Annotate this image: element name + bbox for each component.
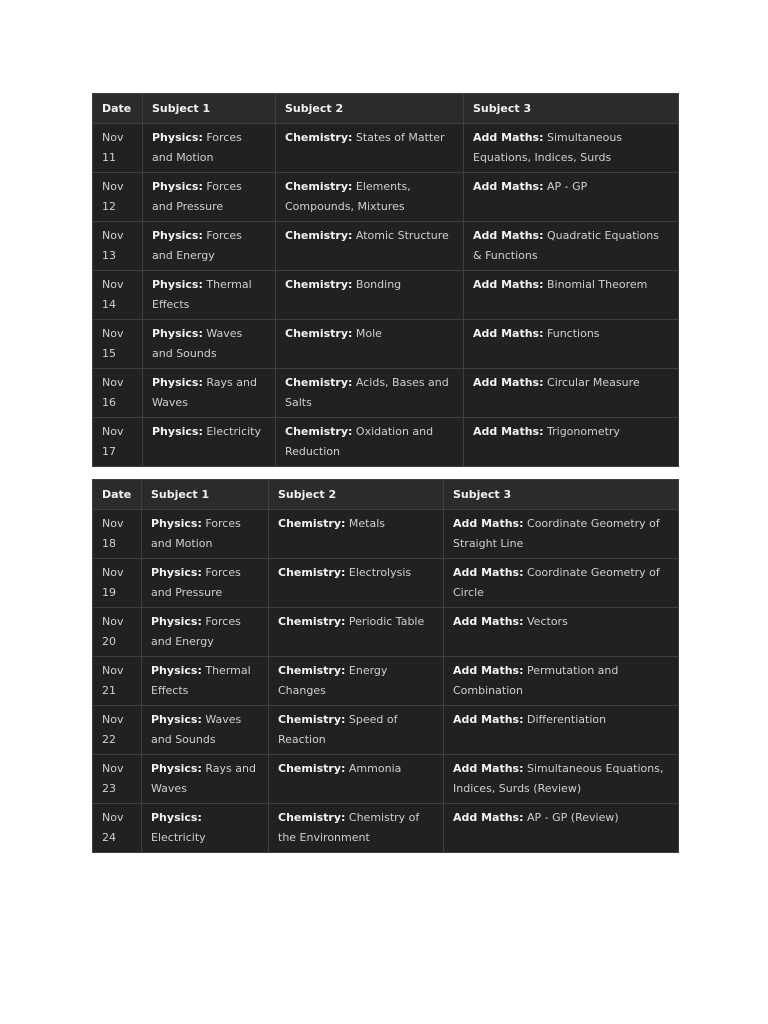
topic-text: States of Matter	[355, 131, 445, 144]
topic-text: Bonding	[355, 278, 402, 291]
date-cell: Nov 15	[93, 320, 143, 369]
subject-name: Chemistry	[285, 131, 348, 144]
subject-separator: :	[519, 615, 524, 628]
subject-name: Chemistry	[285, 425, 348, 438]
topic-text: AP - GP (Review)	[527, 811, 619, 824]
subject-3-cell	[444, 657, 679, 706]
topic-text: Permutation and Combination	[453, 664, 619, 697]
date-cell: Nov 17	[93, 418, 143, 467]
subject-2-cell	[276, 271, 464, 320]
subject-name: Physics	[151, 566, 198, 579]
table-row	[93, 124, 679, 173]
topic-text: Vectors	[527, 615, 568, 628]
topic-text: Electricity	[206, 425, 261, 438]
subject-separator: :	[539, 131, 544, 144]
subject-separator: :	[539, 327, 544, 340]
date-cell: Nov 24	[93, 804, 142, 853]
subject-3-cell	[464, 173, 679, 222]
topic-text: Rays and Waves	[152, 376, 257, 409]
subject-separator: :	[197, 762, 202, 775]
topic-text: Forces and Energy	[151, 615, 241, 648]
subject-3-cell	[444, 559, 679, 608]
subject-separator: :	[198, 229, 203, 242]
topic-text: Mole	[355, 327, 382, 340]
subject-1-cell	[143, 320, 276, 369]
subject-3-cell	[444, 804, 679, 853]
subject-separator: :	[539, 229, 544, 242]
subject-name: Add Maths	[453, 566, 520, 579]
subject-separator: :	[539, 278, 544, 291]
subject-separator: :	[519, 811, 524, 824]
topic-text: Chemistry of the Environment	[278, 811, 420, 844]
header-subject-3: Subject 3	[444, 480, 679, 510]
subject-name: Add Maths	[473, 425, 540, 438]
subject-3-cell	[464, 124, 679, 173]
subject-1-cell	[143, 369, 276, 418]
subject-1-cell	[142, 657, 269, 706]
subject-separator: :	[197, 811, 202, 824]
subject-separator: :	[198, 278, 203, 291]
topic-text: Ammonia	[348, 762, 402, 775]
subject-separator: :	[519, 762, 524, 775]
subject-separator: :	[348, 180, 353, 193]
topic-text: Coordinate Geometry of Circle	[453, 566, 660, 599]
date-cell: Nov 22	[93, 706, 142, 755]
date-cell: Nov 12	[93, 173, 143, 222]
subject-name: Chemistry	[278, 566, 341, 579]
date-cell: Nov 14	[93, 271, 143, 320]
topic-text: Elements, Compounds, Mixtures	[285, 180, 411, 213]
subject-1-cell	[142, 510, 269, 559]
subject-2-cell	[276, 222, 464, 271]
header-subject-1: Subject 1	[143, 94, 276, 124]
topic-text: Atomic Structure	[355, 229, 449, 242]
subject-name: Add Maths	[473, 376, 540, 389]
subject-name: Chemistry	[285, 278, 348, 291]
subject-2-cell	[276, 173, 464, 222]
subject-3-cell	[444, 755, 679, 804]
subject-2-cell	[269, 559, 444, 608]
header-subject-2: Subject 2	[276, 94, 464, 124]
topic-text: Metals	[348, 517, 386, 530]
subject-separator: :	[341, 566, 346, 579]
header-subject-2: Subject 2	[269, 480, 444, 510]
header-subject-1: Subject 1	[142, 480, 269, 510]
table-row	[93, 608, 679, 657]
topic-text: Circular Measure	[547, 376, 640, 389]
table-row	[93, 222, 679, 271]
subject-3-cell	[444, 706, 679, 755]
subject-3-cell	[444, 510, 679, 559]
table-row	[93, 173, 679, 222]
subject-name: Add Maths	[453, 615, 520, 628]
table-header-row	[93, 94, 679, 124]
subject-separator: :	[348, 376, 353, 389]
topic-text: Waves and Sounds	[151, 713, 242, 746]
table-row	[93, 657, 679, 706]
header-date: Date	[93, 94, 143, 124]
topic-text: Forces and Motion	[151, 517, 241, 550]
date-cell: Nov 21	[93, 657, 142, 706]
topic-text: Simultaneous Equations, Indices, Surds	[473, 131, 623, 164]
subject-1-cell	[143, 173, 276, 222]
subject-name: Add Maths	[473, 327, 540, 340]
header-date: Date	[93, 480, 142, 510]
subject-name: Chemistry	[285, 327, 348, 340]
topic-text: Thermal Effects	[151, 664, 251, 697]
subject-1-cell	[142, 608, 269, 657]
subject-separator: :	[198, 131, 203, 144]
subject-separator: :	[341, 713, 346, 726]
subject-2-cell	[276, 418, 464, 467]
topic-text: AP - GP	[547, 180, 588, 193]
subject-3-cell	[444, 608, 679, 657]
table-row	[93, 418, 679, 467]
subject-3-cell	[464, 320, 679, 369]
subject-1-cell	[143, 271, 276, 320]
subject-name: Physics	[152, 327, 199, 340]
topic-text: Energy Changes	[278, 664, 388, 697]
subject-name: Add Maths	[473, 278, 540, 291]
topic-text: Trigonometry	[547, 425, 620, 438]
subject-separator: :	[198, 425, 203, 438]
topic-text: Electricity	[151, 831, 206, 844]
table-row	[93, 510, 679, 559]
topic-text: Oxidation and Reduction	[285, 425, 434, 458]
subject-name: Physics	[151, 713, 198, 726]
subject-2-cell	[276, 124, 464, 173]
subject-separator: :	[348, 327, 353, 340]
subject-separator: :	[197, 566, 202, 579]
table-row	[93, 559, 679, 608]
topic-text: Forces and Motion	[152, 131, 242, 164]
subject-2-cell	[276, 320, 464, 369]
subject-name: Add Maths	[453, 517, 520, 530]
subject-separator: :	[341, 762, 346, 775]
topic-text: Rays and Waves	[151, 762, 256, 795]
topic-text: Acids, Bases and Salts	[285, 376, 449, 409]
topic-text: Binomial Theorem	[547, 278, 648, 291]
subject-separator: :	[348, 278, 353, 291]
subject-2-cell	[269, 608, 444, 657]
subject-name: Physics	[152, 180, 199, 193]
table-row	[93, 271, 679, 320]
subject-name: Add Maths	[473, 131, 540, 144]
subject-3-cell	[464, 222, 679, 271]
date-cell: Nov 16	[93, 369, 143, 418]
topic-text: Waves and Sounds	[152, 327, 243, 360]
subject-separator: :	[197, 713, 202, 726]
subject-name: Physics	[152, 229, 199, 242]
schedule-table-week-1	[92, 93, 679, 467]
subject-name: Chemistry	[278, 811, 341, 824]
subject-separator: :	[348, 425, 353, 438]
subject-separator: :	[197, 517, 202, 530]
subject-name: Add Maths	[473, 180, 540, 193]
subject-name: Physics	[151, 615, 198, 628]
topic-text: Simultaneous Equations, Indices, Surds (Review)	[453, 762, 664, 795]
subject-2-cell	[276, 369, 464, 418]
subject-1-cell	[142, 706, 269, 755]
topic-text: Periodic Table	[348, 615, 425, 628]
subject-separator: :	[341, 664, 346, 677]
subject-name: Add Maths	[453, 713, 520, 726]
subject-2-cell	[269, 706, 444, 755]
subject-separator: :	[341, 615, 346, 628]
subject-name: Chemistry	[285, 180, 348, 193]
table-row	[93, 804, 679, 853]
subject-1-cell	[142, 804, 269, 853]
subject-name: Add Maths	[453, 811, 520, 824]
subject-3-cell	[464, 369, 679, 418]
subject-name: Physics	[151, 517, 198, 530]
subject-name: Physics	[152, 131, 199, 144]
subject-name: Chemistry	[285, 376, 348, 389]
subject-name: Add Maths	[473, 229, 540, 242]
subject-name: Physics	[151, 762, 198, 775]
subject-1-cell	[142, 559, 269, 608]
subject-name: Chemistry	[278, 713, 341, 726]
subject-name: Add Maths	[453, 664, 520, 677]
subject-name: Chemistry	[278, 615, 341, 628]
subject-name: Physics	[152, 278, 199, 291]
subject-name: Chemistry	[285, 229, 348, 242]
topic-text: Thermal Effects	[152, 278, 252, 311]
subject-separator: :	[341, 517, 346, 530]
date-cell: Nov 23	[93, 755, 142, 804]
subject-2-cell	[269, 510, 444, 559]
subject-separator: :	[539, 425, 544, 438]
subject-separator: :	[198, 180, 203, 193]
subject-3-cell	[464, 418, 679, 467]
table-row	[93, 369, 679, 418]
subject-separator: :	[198, 327, 203, 340]
schedule-table-week-2	[92, 479, 679, 853]
subject-separator: :	[197, 664, 202, 677]
subject-name: Physics	[152, 376, 199, 389]
subject-3-cell	[464, 271, 679, 320]
subject-separator: :	[519, 517, 524, 530]
table-row	[93, 706, 679, 755]
date-cell: Nov 13	[93, 222, 143, 271]
subject-1-cell	[143, 418, 276, 467]
topic-text: Differentiation	[527, 713, 607, 726]
subject-2-cell	[269, 804, 444, 853]
topic-text: Coordinate Geometry of Straight Line	[453, 517, 660, 550]
topic-text: Forces and Pressure	[151, 566, 241, 599]
subject-separator: :	[348, 131, 353, 144]
date-cell: Nov 18	[93, 510, 142, 559]
subject-separator: :	[539, 376, 544, 389]
subject-separator: :	[519, 566, 524, 579]
topic-text: Forces and Pressure	[152, 180, 242, 213]
subject-1-cell	[143, 124, 276, 173]
subject-name: Chemistry	[278, 762, 341, 775]
subject-name: Physics	[152, 425, 199, 438]
topic-text: Electrolysis	[348, 566, 412, 579]
subject-separator: :	[197, 615, 202, 628]
header-subject-3: Subject 3	[464, 94, 679, 124]
table-row	[93, 320, 679, 369]
subject-separator: :	[348, 229, 353, 242]
topic-text: Forces and Energy	[152, 229, 242, 262]
topic-text: Functions	[547, 327, 600, 340]
subject-name: Chemistry	[278, 517, 341, 530]
subject-name: Physics	[151, 664, 198, 677]
subject-separator: :	[341, 811, 346, 824]
subject-2-cell	[269, 657, 444, 706]
subject-name: Chemistry	[278, 664, 341, 677]
date-cell: Nov 11	[93, 124, 143, 173]
subject-1-cell	[143, 222, 276, 271]
subject-1-cell	[142, 755, 269, 804]
subject-name: Add Maths	[453, 762, 520, 775]
subject-2-cell	[269, 755, 444, 804]
topic-text: Speed of Reaction	[278, 713, 398, 746]
subject-separator: :	[198, 376, 203, 389]
subject-separator: :	[539, 180, 544, 193]
subject-name: Physics	[151, 811, 198, 824]
date-cell: Nov 20	[93, 608, 142, 657]
topic-text: Quadratic Equations & Functions	[473, 229, 659, 262]
table-header-row	[93, 480, 679, 510]
subject-separator: :	[519, 664, 524, 677]
table-row	[93, 755, 679, 804]
date-cell: Nov 19	[93, 559, 142, 608]
subject-separator: :	[519, 713, 524, 726]
